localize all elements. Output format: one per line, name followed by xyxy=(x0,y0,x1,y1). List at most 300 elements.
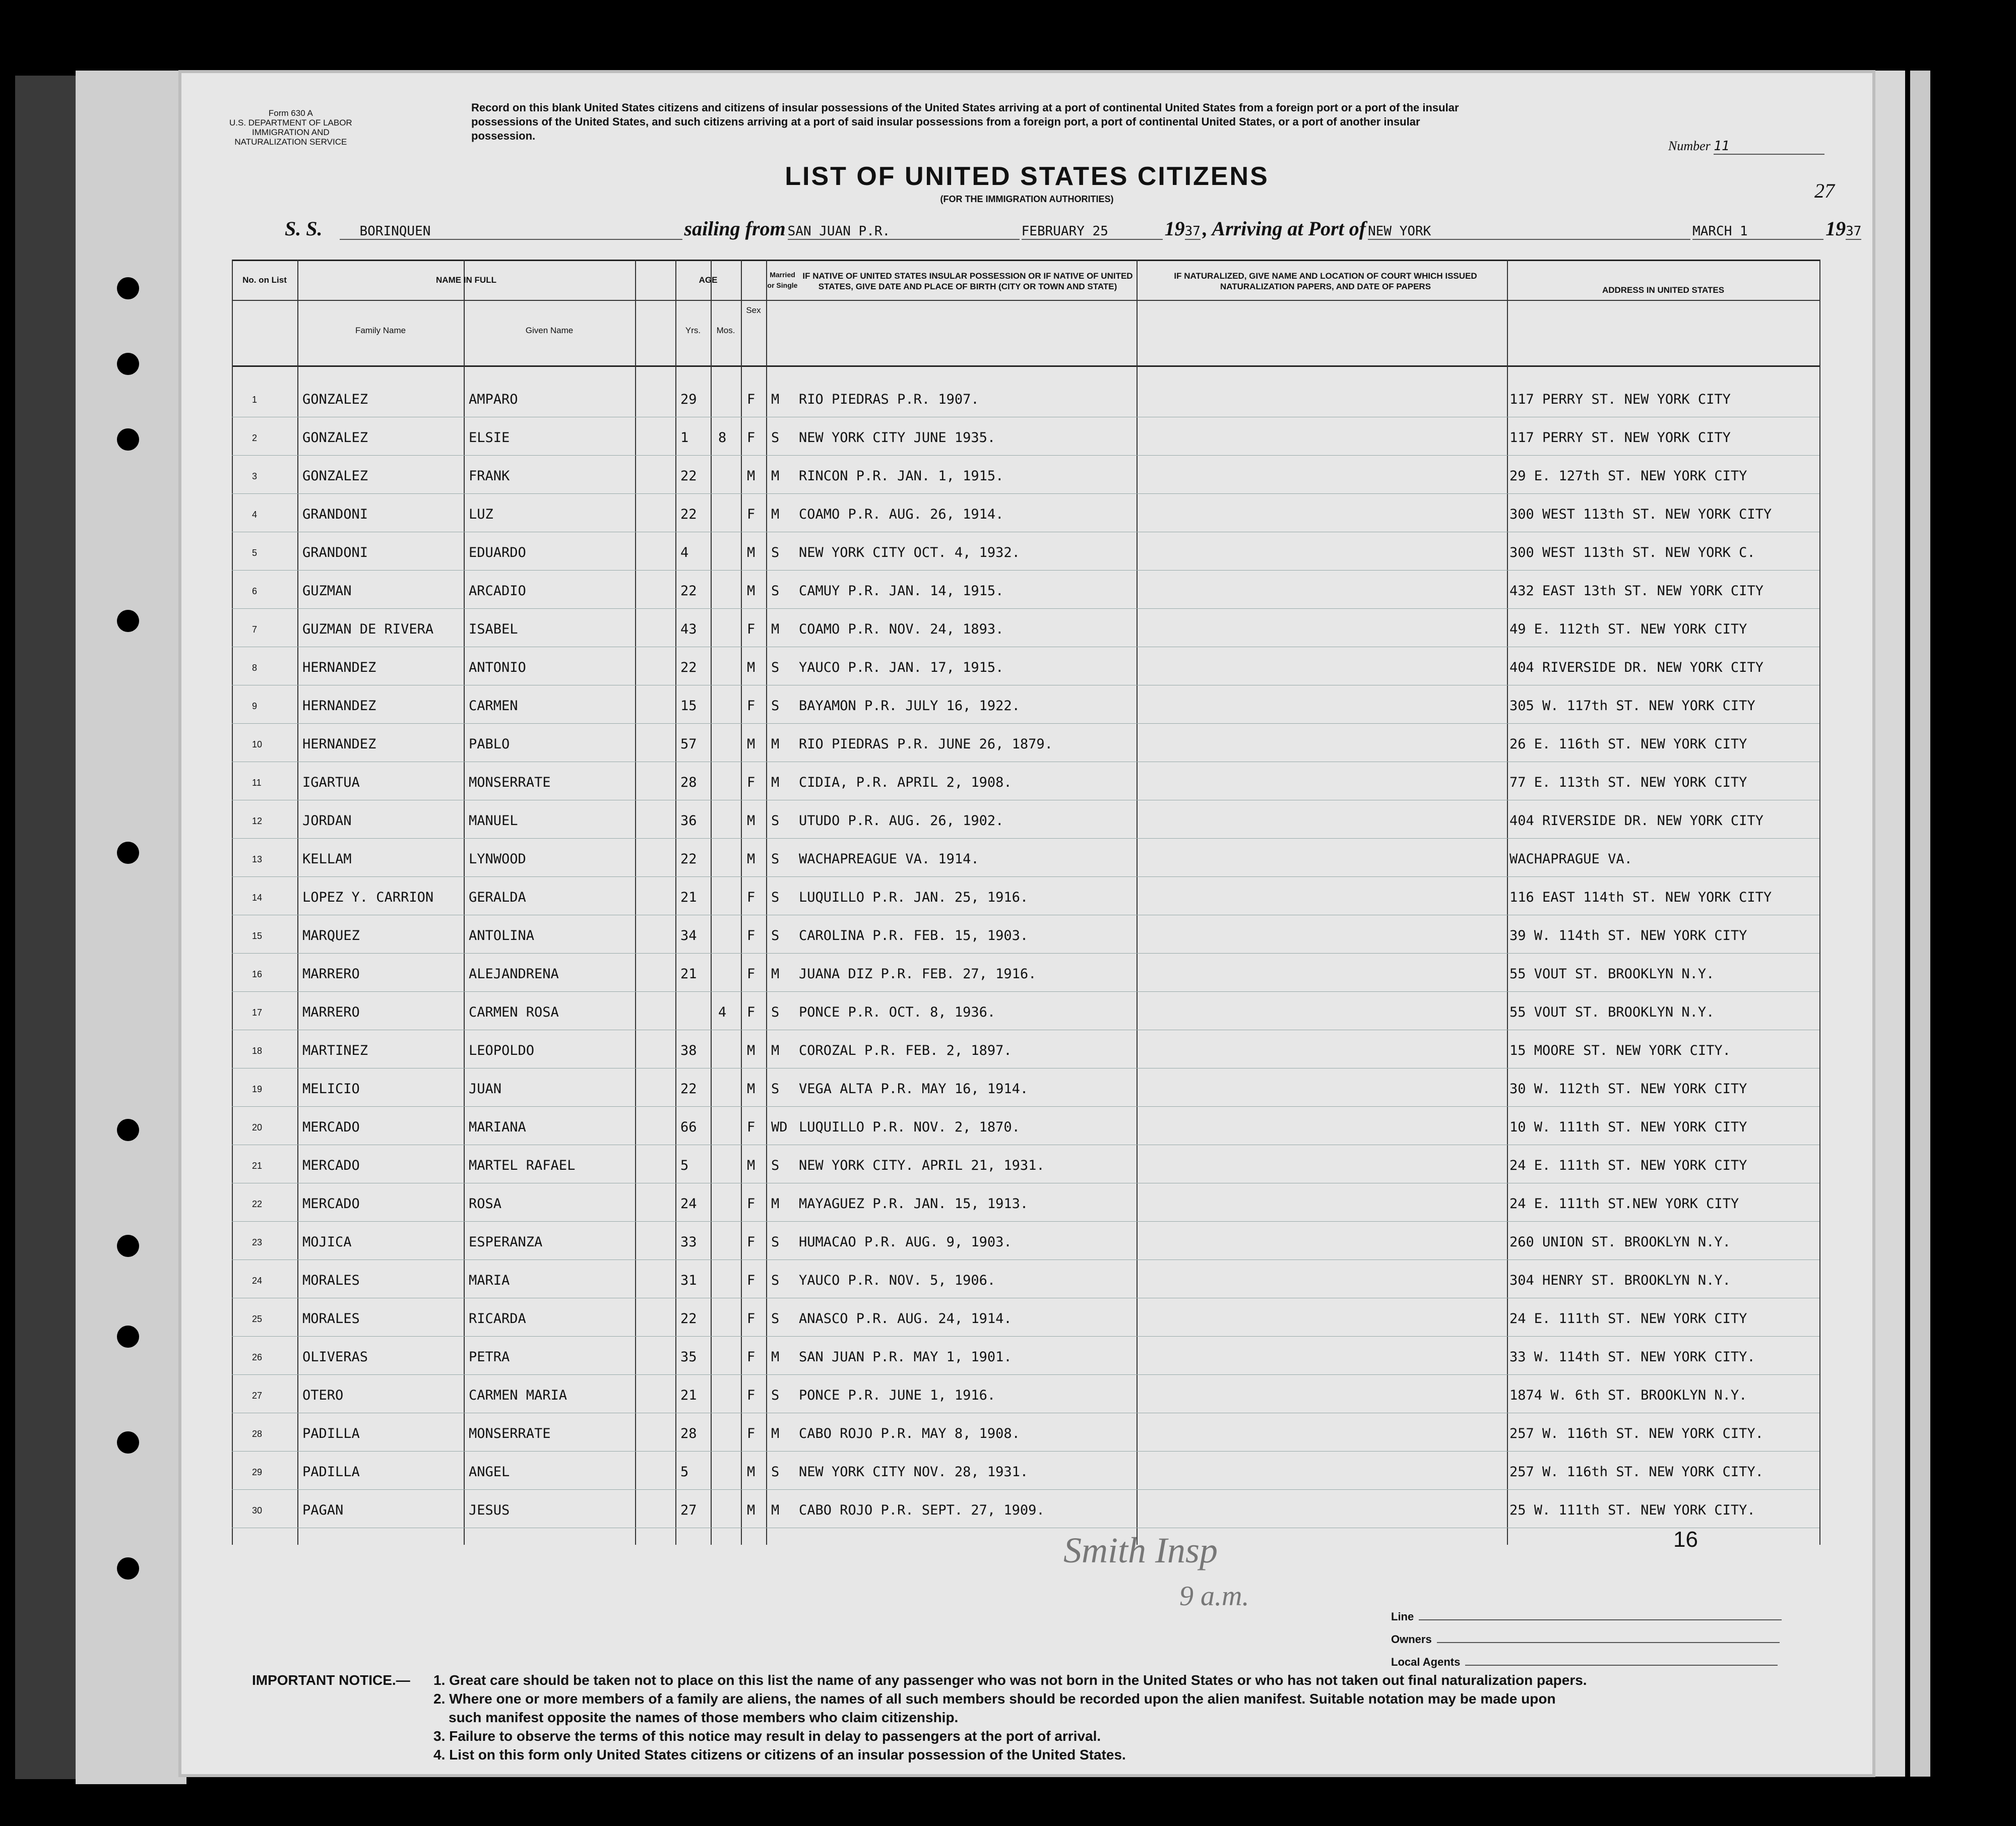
age-years: 33 xyxy=(680,1234,697,1250)
family-name: GRANDONI xyxy=(302,507,368,522)
sex: F xyxy=(747,1234,755,1250)
birth-place-date: COAMO P.R. NOV. 24, 1893. xyxy=(799,621,1004,637)
row-number: 17 xyxy=(252,1008,263,1018)
age-years: 21 xyxy=(680,1388,697,1403)
marital-status: M xyxy=(771,966,780,982)
birth-place-date: CAROLINA P.R. FEB. 15, 1903. xyxy=(799,928,1029,943)
given-name: PETRA xyxy=(469,1349,510,1365)
marital-status: M xyxy=(771,736,780,752)
ship-name: BORINQUEN xyxy=(340,224,682,240)
family-name: MELICIO xyxy=(302,1081,360,1097)
age-years: 28 xyxy=(680,775,697,790)
family-name: PADILLA xyxy=(302,1464,360,1480)
row-number: 2 xyxy=(252,433,258,443)
table-row xyxy=(232,534,1819,572)
given-name: ANGEL xyxy=(469,1464,510,1480)
given-name: ANTONIO xyxy=(469,660,526,675)
age-years: 5 xyxy=(680,1158,689,1173)
sex: M xyxy=(747,813,755,829)
age-years: 27 xyxy=(680,1502,697,1518)
given-name: AMPARO xyxy=(469,392,518,407)
birth-place-date: ANASCO P.R. AUG. 24, 1914. xyxy=(799,1311,1012,1327)
line-label: Line xyxy=(1391,1610,1414,1623)
sex: M xyxy=(747,851,755,867)
table-row xyxy=(232,840,1819,878)
arrival-date: MARCH 1 xyxy=(1692,224,1823,240)
table-row xyxy=(232,1338,1819,1376)
family-name: PAGAN xyxy=(302,1502,344,1518)
sex: M xyxy=(747,1502,755,1518)
us-address: 33 W. 114th ST. NEW YORK CITY. xyxy=(1509,1349,1755,1365)
us-address: 24 E. 111th ST.NEW YORK CITY xyxy=(1509,1196,1739,1212)
family-name: HERNANDEZ xyxy=(302,736,376,752)
family-name: MARRERO xyxy=(302,1004,360,1020)
sailing-label: sailing from xyxy=(684,217,786,240)
age-years: 36 xyxy=(680,813,697,829)
family-name: HERNANDEZ xyxy=(302,698,376,714)
age-years: 43 xyxy=(680,621,697,637)
passenger-count: 16 xyxy=(1673,1527,1698,1552)
page-edge xyxy=(1875,71,1905,1777)
us-address: 432 EAST 13th ST. NEW YORK CITY xyxy=(1509,583,1763,599)
birth-place-date: NEW YORK CITY JUNE 1935. xyxy=(799,430,996,446)
marital-status: M xyxy=(771,392,780,407)
birth-place-date: UTUDO P.R. AUG. 26, 1902. xyxy=(799,813,1004,829)
given-name: EDUARDO xyxy=(469,545,526,560)
arrival-port: NEW YORK xyxy=(1368,224,1690,240)
given-name: CARMEN xyxy=(469,698,518,714)
marital-status: S xyxy=(771,928,780,943)
row-number: 3 xyxy=(252,471,258,481)
notice-item-1: 1. Great care should be taken not to place on this list the name of any passenger who was not born in the United States or who has not taken out final naturalization papers. xyxy=(433,1672,1587,1688)
notice-item-2-cont: such manifest opposite the names of those members who claim citizenship. xyxy=(449,1710,959,1725)
table-row xyxy=(232,381,1819,418)
birth-place-date: WACHAPREAGUE VA. 1914. xyxy=(799,851,979,867)
birth-place-date: LUQUILLO P.R. NOV. 2, 1870. xyxy=(799,1119,1020,1135)
row-number: 9 xyxy=(252,701,258,711)
us-address: 25 W. 111th ST. NEW YORK CITY. xyxy=(1509,1502,1755,1518)
marital-status: M xyxy=(771,1426,780,1441)
given-name: ELSIE xyxy=(469,430,510,446)
row-number: 24 xyxy=(252,1276,263,1286)
age-years: 15 xyxy=(680,698,697,714)
year-prefix: 19 xyxy=(1825,217,1846,240)
age-years: 1 xyxy=(680,430,689,446)
us-address: 24 E. 111th ST. NEW YORK CITY xyxy=(1509,1158,1747,1173)
given-name: ALEJANDRENA xyxy=(469,966,559,982)
sex: M xyxy=(747,1464,755,1480)
row-number: 15 xyxy=(252,931,263,941)
local-agents-label: Local Agents xyxy=(1391,1656,1461,1668)
family-name: GONZALEZ xyxy=(302,468,368,484)
service-line-2: NATURALIZATION SERVICE xyxy=(234,137,347,147)
table-row xyxy=(232,955,1819,993)
us-address: 304 HENRY ST. BROOKLYN N.Y. xyxy=(1509,1273,1731,1288)
marital-status: S xyxy=(771,1464,780,1480)
marital-status: S xyxy=(771,1081,780,1097)
sex: F xyxy=(747,1004,755,1020)
table-row xyxy=(232,572,1819,610)
given-name: PABLO xyxy=(469,736,510,752)
arrival-year: 37 xyxy=(1846,224,1862,239)
us-address: 26 E. 116th ST. NEW YORK CITY xyxy=(1509,736,1747,752)
family-name: MARTINEZ xyxy=(302,1043,368,1058)
birth-place-date: PONCE P.R. OCT. 8, 1936. xyxy=(799,1004,996,1020)
family-name: KELLAM xyxy=(302,851,352,867)
given-name: LEOPOLDO xyxy=(469,1043,535,1058)
age-years: 22 xyxy=(680,851,697,867)
line-field xyxy=(1391,1610,1782,1623)
family-name: MERCADO xyxy=(302,1119,360,1135)
given-name: MARIANA xyxy=(469,1119,526,1135)
birth-place-date: CABO ROJO P.R. MAY 8, 1908. xyxy=(799,1426,1020,1441)
us-address: 260 UNION ST. BROOKLYN N.Y. xyxy=(1509,1234,1731,1250)
us-address: 305 W. 117th ST. NEW YORK CITY xyxy=(1509,698,1755,714)
us-address: 1874 W. 6th ST. BROOKLYN N.Y. xyxy=(1509,1388,1747,1403)
departure-port: SAN JUAN P.R. xyxy=(788,224,1020,240)
sex: M xyxy=(747,468,755,484)
time-note: 9 a.m. xyxy=(1179,1581,1249,1612)
family-name: OLIVERAS xyxy=(302,1349,368,1365)
age-months: 4 xyxy=(718,1004,727,1020)
birth-place-date: YAUCO P.R. NOV. 5, 1906. xyxy=(799,1273,996,1288)
sex: M xyxy=(747,1043,755,1058)
age-years: 22 xyxy=(680,1081,697,1097)
given-name: CARMEN MARIA xyxy=(469,1388,568,1403)
col-header-age: AGE xyxy=(699,275,718,285)
sex: F xyxy=(747,1273,755,1288)
family-name: MARRERO xyxy=(302,966,360,982)
col-header-yrs: Yrs. xyxy=(685,326,701,335)
family-name: GONZALEZ xyxy=(302,392,368,407)
us-address: 116 EAST 114th ST. NEW YORK CITY xyxy=(1509,890,1772,905)
given-name: FRANK xyxy=(469,468,510,484)
notice-item-3: 3. Failure to observe the terms of this notice may result in delay to passengers at the port of arrival. xyxy=(433,1728,1101,1744)
us-address: 55 VOUT ST. BROOKLYN N.Y. xyxy=(1509,1004,1715,1020)
table-row xyxy=(232,878,1819,916)
page-subtitle: (FOR THE IMMIGRATION AUTHORITIES) xyxy=(940,194,1114,204)
row-number: 29 xyxy=(252,1467,263,1477)
notice-item-2: 2. Where one or more members of a family are aliens, the names of all such members should be recorded upon the alien manifest. Suitable notation may be made upon xyxy=(433,1691,1556,1707)
notice-item-4: 4. List on this form only United States citizens or citizens of an insular possession of the United States. xyxy=(433,1747,1126,1762)
family-name: IGARTUA xyxy=(302,775,360,790)
row-number: 8 xyxy=(252,663,258,673)
given-name: ARCADIO xyxy=(469,583,526,599)
table-row xyxy=(232,419,1819,457)
given-name: JESUS xyxy=(469,1502,510,1518)
given-name: MARIA xyxy=(469,1273,510,1288)
sex: M xyxy=(747,1081,755,1097)
birth-place-date: CIDIA, P.R. APRIL 2, 1908. xyxy=(799,775,1012,790)
sex: M xyxy=(747,1158,755,1173)
table-row xyxy=(232,687,1819,725)
punch-hole xyxy=(117,1119,139,1141)
service-line-1: IMMIGRATION AND xyxy=(252,128,330,137)
notice-label: IMPORTANT NOTICE.— xyxy=(252,1672,410,1688)
marital-status: M xyxy=(771,507,780,522)
marital-status: M xyxy=(771,621,780,637)
given-name: GERALDA xyxy=(469,890,526,905)
row-number: 6 xyxy=(252,586,258,596)
sex: M xyxy=(747,736,755,752)
given-name: MONSERRATE xyxy=(469,1426,551,1441)
age-years: 29 xyxy=(680,392,697,407)
family-name: MOJICA xyxy=(302,1234,352,1250)
ss-label: S. S. xyxy=(285,217,323,240)
form-number: Form 630 A xyxy=(268,108,313,118)
birth-place-date: BAYAMON P.R. JULY 16, 1922. xyxy=(799,698,1020,714)
row-number: 23 xyxy=(252,1237,263,1247)
us-address: 300 WEST 113th ST. NEW YORK C. xyxy=(1509,545,1755,560)
table-row xyxy=(232,1453,1819,1491)
marital-status: S xyxy=(771,890,780,905)
age-years: 34 xyxy=(680,928,697,943)
given-name: MARTEL RAFAEL xyxy=(469,1158,576,1173)
sex: F xyxy=(747,966,755,982)
age-years: 35 xyxy=(680,1349,697,1365)
birth-place-date: RIO PIEDRAS P.R. JUNE 26, 1879. xyxy=(799,736,1053,752)
marital-status: M xyxy=(771,775,780,790)
given-name: ESPERANZA xyxy=(469,1234,543,1250)
us-address: 404 RIVERSIDE DR. NEW YORK CITY xyxy=(1509,660,1763,675)
age-years: 31 xyxy=(680,1273,697,1288)
given-name: MONSERRATE xyxy=(469,775,551,790)
local-agents-field xyxy=(1391,1656,1778,1669)
row-number: 21 xyxy=(252,1161,263,1171)
col-header-married: Married or Single xyxy=(767,271,798,289)
us-address: 15 MOORE ST. NEW YORK CITY. xyxy=(1509,1043,1731,1058)
age-years: 22 xyxy=(680,468,697,484)
birth-place-date: HUMACAO P.R. AUG. 9, 1903. xyxy=(799,1234,1012,1250)
table-row xyxy=(232,1376,1819,1414)
family-name: GUZMAN DE RIVERA xyxy=(302,621,434,637)
row-number: 1 xyxy=(252,395,258,405)
col-header-given: Given Name xyxy=(525,326,574,335)
col-header-mos: Mos. xyxy=(716,326,735,335)
given-name: LYNWOOD xyxy=(469,851,526,867)
us-address: 117 PERRY ST. NEW YORK CITY xyxy=(1509,392,1731,407)
sex: F xyxy=(747,1388,755,1403)
birth-place-date: NEW YORK CITY NOV. 28, 1931. xyxy=(799,1464,1029,1480)
row-number: 14 xyxy=(252,893,263,903)
age-years: 21 xyxy=(680,966,697,982)
marital-status: S xyxy=(771,698,780,714)
col-header-name: NAME IN FULL xyxy=(436,275,496,285)
row-number: 12 xyxy=(252,816,263,826)
birth-place-date: MAYAGUEZ P.R. JAN. 15, 1913. xyxy=(799,1196,1029,1212)
age-years: 66 xyxy=(680,1119,697,1135)
table-row xyxy=(232,1032,1819,1069)
row-number: 18 xyxy=(252,1046,263,1056)
us-address: 29 E. 127th ST. NEW YORK CITY xyxy=(1509,468,1747,484)
departure-date: FEBRUARY 25 xyxy=(1022,224,1163,240)
sex: F xyxy=(747,890,755,905)
birth-place-date: CABO ROJO P.R. SEPT. 27, 1909. xyxy=(799,1502,1045,1518)
punch-hole xyxy=(117,610,139,632)
sex: F xyxy=(747,698,755,714)
owners-label: Owners xyxy=(1391,1633,1432,1646)
table-row xyxy=(232,802,1819,840)
birth-place-date: NEW YORK CITY OCT. 4, 1932. xyxy=(799,545,1020,560)
age-years: 22 xyxy=(680,660,697,675)
birth-place-date: PONCE P.R. JUNE 1, 1916. xyxy=(799,1388,996,1403)
birth-place-date: YAUCO P.R. JAN. 17, 1915. xyxy=(799,660,1004,675)
table-row xyxy=(232,495,1819,533)
marital-status: M xyxy=(771,468,780,484)
us-address: 77 E. 113th ST. NEW YORK CITY xyxy=(1509,775,1747,790)
family-name: GUZMAN xyxy=(302,583,352,599)
row-number: 28 xyxy=(252,1429,263,1439)
family-name: PADILLA xyxy=(302,1426,360,1441)
table-row xyxy=(232,610,1819,648)
departure-year: 37 xyxy=(1184,224,1201,239)
birth-place-date: SAN JUAN P.R. MAY 1, 1901. xyxy=(799,1349,1012,1365)
given-name: RICARDA xyxy=(469,1311,526,1327)
marital-status: S xyxy=(771,851,780,867)
age-years: 22 xyxy=(680,583,697,599)
table-row xyxy=(232,993,1819,1031)
sex: F xyxy=(747,621,755,637)
row-number: 10 xyxy=(252,739,263,749)
birth-place-date: RINCON P.R. JAN. 1, 1915. xyxy=(799,468,1004,484)
marital-status: S xyxy=(771,1273,780,1288)
punch-hole xyxy=(117,353,139,375)
number-field xyxy=(1668,139,1824,155)
manifest-table xyxy=(232,260,1819,1545)
sex: M xyxy=(747,545,755,560)
row-number: 22 xyxy=(252,1199,263,1209)
form-identifier xyxy=(229,108,352,147)
row-number: 11 xyxy=(252,778,262,788)
marital-status: M xyxy=(771,1043,780,1058)
col-header-birth: IF NATIVE OF UNITED STATES INSULAR POSSESSION OR IF NATIVE OF UNITED STATES, GIVE DATE AND PLACE OF BIRTH (CITY OR TOWN AND STATE) xyxy=(802,271,1133,291)
marital-status: S xyxy=(771,1234,780,1250)
marital-status: S xyxy=(771,1388,780,1403)
sex: M xyxy=(747,583,755,599)
table-row xyxy=(232,1147,1819,1184)
manifest-page xyxy=(181,73,1872,1774)
row-number: 30 xyxy=(252,1505,263,1516)
punch-hole xyxy=(117,1326,139,1348)
row-number: 25 xyxy=(252,1314,263,1324)
age-years: 21 xyxy=(680,890,697,905)
us-address: 404 RIVERSIDE DR. NEW YORK CITY xyxy=(1509,813,1763,829)
punch-hole xyxy=(117,428,139,451)
us-address: 300 WEST 113th ST. NEW YORK CITY xyxy=(1509,507,1772,522)
table-row xyxy=(232,1223,1819,1261)
age-years: 5 xyxy=(680,1464,689,1480)
table-row xyxy=(232,764,1819,801)
sex: F xyxy=(747,430,755,446)
row-number: 26 xyxy=(252,1352,263,1362)
age-years: 4 xyxy=(680,545,689,560)
table-row xyxy=(232,649,1819,686)
family-name: MERCADO xyxy=(302,1196,360,1212)
family-name: MERCADO xyxy=(302,1158,360,1173)
given-name: ANTOLINA xyxy=(469,928,535,943)
us-address: 24 E. 111th ST. NEW YORK CITY xyxy=(1509,1311,1747,1327)
row-number: 4 xyxy=(252,510,258,520)
table-row xyxy=(232,1415,1819,1453)
marital-status: S xyxy=(771,1311,780,1327)
birth-place-date: JUANA DIZ P.R. FEB. 27, 1916. xyxy=(799,966,1037,982)
family-name: MARQUEZ xyxy=(302,928,360,943)
row-number: 16 xyxy=(252,969,263,979)
year-prefix: 19 xyxy=(1164,217,1185,240)
marital-status: S xyxy=(771,583,780,599)
family-name: MORALES xyxy=(302,1273,360,1288)
age-months: 8 xyxy=(718,430,727,446)
given-name: CARMEN ROSA xyxy=(469,1004,559,1020)
table-row xyxy=(232,457,1819,495)
row-number: 13 xyxy=(252,854,263,864)
family-name: OTERO xyxy=(302,1388,344,1403)
us-address: 10 W. 111th ST. NEW YORK CITY xyxy=(1509,1119,1747,1135)
marital-status: S xyxy=(771,813,780,829)
col-header-naturalized: IF NATURALIZED, GIVE NAME AND LOCATION OF COURT WHICH ISSUED NATURALIZATION PAPERS, AND DATE OF PAPERS xyxy=(1174,271,1477,291)
family-name: HERNANDEZ xyxy=(302,660,376,675)
birth-place-date: COROZAL P.R. FEB. 2, 1897. xyxy=(799,1043,1012,1058)
us-address: 117 PERRY ST. NEW YORK CITY xyxy=(1509,430,1731,446)
marital-status: S xyxy=(771,660,780,675)
age-years: 38 xyxy=(680,1043,697,1058)
number-label: Number xyxy=(1668,139,1711,153)
marital-status: M xyxy=(771,1196,780,1212)
family-name: JORDAN xyxy=(302,813,352,829)
birth-place-date: NEW YORK CITY. APRIL 21, 1931. xyxy=(799,1158,1045,1173)
voyage-line xyxy=(285,217,1861,240)
sex: F xyxy=(747,1349,755,1365)
family-name: GONZALEZ xyxy=(302,430,368,446)
row-number: 7 xyxy=(252,624,258,635)
table-row xyxy=(232,725,1819,763)
punch-hole xyxy=(117,842,139,864)
us-address: 49 E. 112th ST. NEW YORK CITY xyxy=(1509,621,1747,637)
sex: F xyxy=(747,928,755,943)
us-address: 257 W. 116th ST. NEW YORK CITY. xyxy=(1509,1464,1763,1480)
sex: F xyxy=(747,392,755,407)
owners-field xyxy=(1391,1633,1780,1646)
arriving-label: , Arriving at Port of xyxy=(1202,217,1366,240)
table-row xyxy=(232,1070,1819,1108)
sex: F xyxy=(747,507,755,522)
inspector-signature: Smith Insp xyxy=(1063,1530,1218,1570)
intro-text: Record on this blank United States citizens and citizens of insular possessions of the United States arriving at a port of continental United States from a foreign port or a port of the insular possessions of the United States, and such citizens arriving at a port of said insular possessions from a foreign port, a port of continental United States, or a port of another insular possession. xyxy=(471,101,1459,142)
sex: F xyxy=(747,1311,755,1327)
us-address: 39 W. 114th ST. NEW YORK CITY xyxy=(1509,928,1747,943)
col-header-family: Family Name xyxy=(355,326,406,335)
binder-strip xyxy=(76,71,186,1784)
marital-status: S xyxy=(771,545,780,560)
given-name: ROSA xyxy=(469,1196,502,1212)
department: U.S. DEPARTMENT OF LABOR xyxy=(229,118,352,128)
age-years: 57 xyxy=(680,736,697,752)
table-row xyxy=(232,1108,1819,1146)
sex: M xyxy=(747,660,755,675)
us-address: 55 VOUT ST. BROOKLYN N.Y. xyxy=(1509,966,1715,982)
row-number: 19 xyxy=(252,1084,263,1094)
marital-status: S xyxy=(771,430,780,446)
punch-hole xyxy=(117,1235,139,1257)
page-title: LIST OF UNITED STATES CITIZENS xyxy=(785,162,1269,191)
family-name: LOPEZ Y. CARRION xyxy=(302,890,434,905)
sex: F xyxy=(747,1426,755,1441)
col-header-address: ADDRESS IN UNITED STATES xyxy=(1602,285,1725,295)
marital-status: M xyxy=(771,1349,780,1365)
sex: F xyxy=(747,1119,755,1135)
col-header-sex: Sex xyxy=(746,305,761,315)
us-address: WACHAPRAGUE VA. xyxy=(1509,851,1632,867)
